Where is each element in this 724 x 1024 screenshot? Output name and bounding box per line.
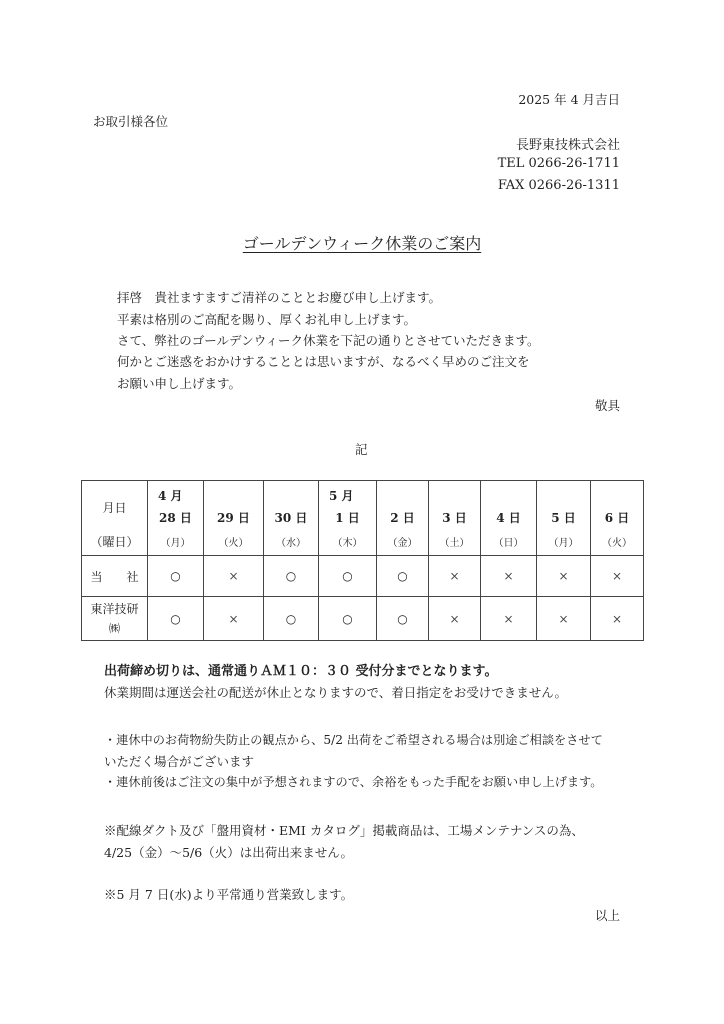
status-cell: ○	[377, 597, 429, 641]
header-label-cell	[82, 481, 148, 556]
day-label: 2 日	[390, 511, 415, 525]
day-label: 5 日	[551, 511, 576, 525]
delivery-note: 休業期間は運送会社の配送が休止となりますので、着日指定をお受けできません。	[104, 685, 568, 700]
date-header-cell	[377, 481, 429, 556]
ki-label: 記	[355, 442, 368, 457]
shipping-deadline: 出荷締め切りは、通常通りＡＭ１０：３０ 受付分までとなります。	[104, 664, 498, 679]
weekday-label: （火）	[218, 538, 249, 549]
body-line: 平素は格別のご高配を賜り、厚くお礼申し上げます。	[117, 312, 417, 327]
schedule-table	[81, 480, 644, 641]
status-cell: ○	[377, 556, 429, 597]
status-cell: ○	[264, 556, 319, 597]
bullet-note-2: ・連休前後はご注文の集中が予想されますので、余裕をもった手配をお願い申し上げます。	[104, 775, 603, 789]
status-cell: ○	[264, 597, 319, 641]
date-header-cell	[148, 481, 204, 556]
month-label: 5 月	[329, 489, 354, 503]
document-date: 2025 年 4 月吉日	[518, 92, 620, 107]
status-cell: ×	[537, 597, 591, 641]
date-header-cell	[319, 481, 377, 556]
weekday-label: （月）	[160, 538, 191, 549]
body-line: さて、弊社のゴールデンウィーク休業を下記の通りとさせていただきます。	[117, 333, 540, 348]
weekday-label: （木）	[332, 538, 363, 549]
day-label: 30 日	[274, 511, 308, 525]
row-label	[82, 556, 148, 597]
page-title-text: ゴールデンウィーク休業のご案内	[242, 234, 482, 253]
status-cell: ×	[481, 556, 537, 597]
status-cell: ○	[148, 556, 204, 597]
status-cell: ×	[204, 597, 264, 641]
status-cell: ○	[319, 597, 377, 641]
resume-note: ※5 月 7 日(水)より平常通り営業致します。	[104, 887, 354, 902]
table-row-toyo-giken	[82, 597, 644, 641]
date-header-cell	[591, 481, 644, 556]
date-header-cell	[429, 481, 481, 556]
row-label-suffix: ㈱	[109, 621, 120, 635]
header-label-weekday: （曜日）	[90, 535, 139, 549]
day-label: 4 日	[496, 511, 521, 525]
status-cell: ×	[591, 597, 644, 641]
weekday-label: （火）	[602, 538, 632, 549]
page-title	[0, 231, 724, 254]
status-cell: ×	[429, 597, 481, 641]
maintenance-dates: 4/25（金）～5/6（火）は出荷出来ません。	[104, 845, 353, 860]
table-row-our-company	[82, 556, 644, 597]
weekday-label: （月）	[548, 538, 579, 549]
date-header-cell	[264, 481, 319, 556]
day-label: 28 日	[159, 511, 192, 525]
row-label-text: 東洋技研	[90, 601, 139, 616]
date-header-cell	[537, 481, 591, 556]
body-line: 何かとご迷惑をおかけすることとは思いますが、なるべく早めのご注文を	[117, 354, 530, 369]
date-header-cell	[204, 481, 264, 556]
bullet-note-1: ・連休中のお荷物紛失防止の観点から、5/2 出荷をご希望される場合は別途ご相談をさせて	[104, 733, 603, 747]
weekday-label: （水）	[276, 538, 306, 549]
maintenance-note: ※配線ダクト及び「盤用資材・EMI カタログ」掲載商品は、工場メンテナンスの為、	[104, 823, 584, 838]
company-tel: TEL 0266-26-1711	[497, 156, 620, 171]
status-cell: ×	[537, 556, 591, 597]
body-line: 拝啓 貴社ますますご清祥のこととお慶び申し上げます。	[117, 290, 442, 305]
table-header-row	[82, 481, 644, 556]
day-label: 1 日	[335, 511, 360, 525]
status-cell: ×	[429, 556, 481, 597]
row-label-text: 当 社	[90, 569, 139, 584]
bullet-note-1-cont: いただく場合がございます	[104, 754, 255, 769]
day-label: 6 日	[604, 511, 630, 525]
month-label: 4 月	[158, 489, 183, 503]
row-label	[82, 597, 148, 641]
header-label-date: 月日	[102, 501, 127, 515]
status-cell: ×	[591, 556, 644, 597]
weekday-label: （土）	[439, 538, 470, 549]
weekday-label: （金）	[387, 538, 418, 549]
status-cell: ×	[204, 556, 264, 597]
closing-ijou: 以上	[594, 908, 620, 923]
closing-keigu: 敬具	[594, 398, 620, 413]
status-cell: ○	[148, 597, 204, 641]
company-name: 長野東技株式会社	[515, 138, 620, 153]
status-cell: ○	[319, 556, 377, 597]
date-header-cell	[481, 481, 537, 556]
day-label: 3 日	[442, 511, 467, 525]
status-cell: ×	[481, 597, 537, 641]
weekday-label: （日）	[493, 538, 524, 549]
body-line: お願い申し上げます。	[117, 376, 242, 391]
company-fax: FAX 0266-26-1311	[497, 178, 620, 193]
recipient: お取引様各位	[93, 114, 169, 129]
day-label: 29 日	[217, 511, 250, 525]
